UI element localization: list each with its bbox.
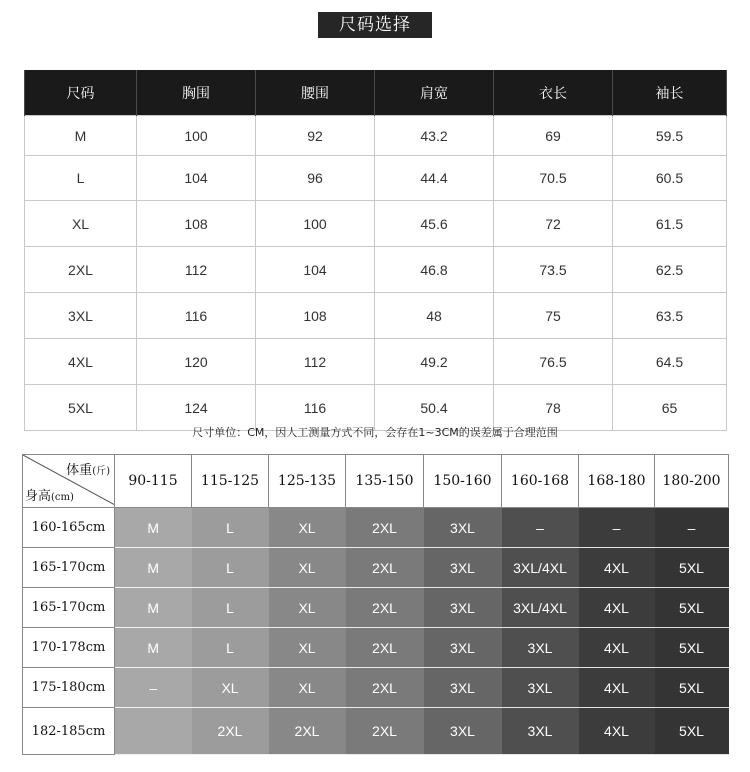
- size-cell: 5XL: [25, 385, 137, 431]
- recommended-size-cell: 3XL: [424, 708, 502, 755]
- chart-row: [23, 508, 729, 548]
- size-cell: 43.2: [375, 116, 494, 156]
- recommended-size-cell: 3XL: [424, 548, 502, 588]
- size-cell: 69: [494, 116, 613, 156]
- chart-row: [23, 708, 729, 755]
- recommended-size-cell: XL: [269, 548, 346, 588]
- recommended-size-cell: XL: [269, 628, 346, 668]
- weight-column-header: 90-115: [115, 455, 192, 508]
- recommended-size-cell: 4XL: [579, 628, 655, 668]
- recommended-size-cell: 2XL: [346, 508, 424, 548]
- size-cell: 59.5: [613, 116, 727, 156]
- size-cell: 108: [256, 293, 375, 339]
- corner-cell: [23, 455, 115, 508]
- recommended-size-cell: XL: [269, 588, 346, 628]
- header-size: 尺码: [25, 70, 137, 116]
- recommended-size-cell: 5XL: [655, 668, 729, 708]
- weight-column-header: 135-150: [346, 455, 424, 508]
- recommended-size-cell: 3XL: [502, 668, 579, 708]
- recommended-size-cell: M: [115, 588, 192, 628]
- height-range-label: 170-178cm: [23, 628, 115, 668]
- recommended-size-cell: 4XL: [579, 668, 655, 708]
- size-cell: 50.4: [375, 385, 494, 431]
- size-cell: 2XL: [25, 247, 137, 293]
- size-cell: 104: [137, 156, 256, 201]
- size-cell: L: [25, 156, 137, 201]
- weight-column-header: 168-180: [579, 455, 655, 508]
- recommended-size-cell: 2XL: [192, 708, 269, 755]
- size-cell: 75: [494, 293, 613, 339]
- size-cell: 60.5: [613, 156, 727, 201]
- size-cell: 100: [137, 116, 256, 156]
- recommended-size-cell: 4XL: [579, 548, 655, 588]
- size-measurement-table: [24, 70, 727, 431]
- size-cell: 100: [256, 201, 375, 247]
- recommended-size-cell: 5XL: [655, 548, 729, 588]
- recommended-size-cell: 2XL: [346, 628, 424, 668]
- size-cell: 4XL: [25, 339, 137, 385]
- size-row: [25, 156, 727, 201]
- size-cell: 62.5: [613, 247, 727, 293]
- header-sleeve: 袖长: [613, 70, 727, 116]
- recommended-size-cell: L: [192, 588, 269, 628]
- weight-column-header: 150-160: [424, 455, 502, 508]
- recommended-size-cell: M: [115, 508, 192, 548]
- recommended-size-cell: M: [115, 628, 192, 668]
- size-row: [25, 201, 727, 247]
- recommended-size-cell: –: [655, 508, 729, 548]
- size-cell: 116: [256, 385, 375, 431]
- recommended-size-cell: M: [115, 548, 192, 588]
- recommended-size-cell: 2XL: [346, 548, 424, 588]
- recommended-size-cell: 2XL: [269, 708, 346, 755]
- chart-row: [23, 548, 729, 588]
- chart-row: [23, 628, 729, 668]
- recommended-size-cell: 3XL: [502, 628, 579, 668]
- size-row: [25, 339, 727, 385]
- recommended-size-cell: –: [115, 668, 192, 708]
- size-cell: 48: [375, 293, 494, 339]
- recommended-size-cell: 3XL: [424, 508, 502, 548]
- size-row: [25, 247, 727, 293]
- size-cell: 73.5: [494, 247, 613, 293]
- height-range-label: 165-170cm: [23, 588, 115, 628]
- size-recommendation-chart: [22, 454, 729, 755]
- chart-row: [23, 588, 729, 628]
- size-cell: 44.4: [375, 156, 494, 201]
- header-shoulder: 肩宽: [375, 70, 494, 116]
- recommended-size-cell: XL: [192, 668, 269, 708]
- size-cell: M: [25, 116, 137, 156]
- size-cell: 63.5: [613, 293, 727, 339]
- measurement-note: 尺寸单位：CM，因人工测量方式不同，会存在1~3CM的误差属于合理范围: [192, 426, 558, 439]
- recommended-size-cell: L: [192, 628, 269, 668]
- weight-column-header: 125-135: [269, 455, 346, 508]
- header-chest: 胸围: [137, 70, 256, 116]
- corner-weight-label: [66, 459, 110, 478]
- size-table-header-row: [25, 70, 727, 116]
- recommended-size-cell: XL: [269, 508, 346, 548]
- recommended-size-cell: 4XL: [579, 588, 655, 628]
- height-range-label: 165-170cm: [23, 548, 115, 588]
- recommended-size-cell: 5XL: [655, 628, 729, 668]
- size-cell: 70.5: [494, 156, 613, 201]
- size-cell: 76.5: [494, 339, 613, 385]
- height-text: 身高: [25, 489, 52, 504]
- recommended-size-cell: 2XL: [346, 588, 424, 628]
- size-row: [25, 116, 727, 156]
- size-cell: 3XL: [25, 293, 137, 339]
- recommended-size-cell: 3XL/4XL: [502, 548, 579, 588]
- recommended-size-cell: 3XL: [424, 668, 502, 708]
- chart-header-row: [23, 455, 729, 508]
- recommended-size-cell: 2XL: [346, 708, 424, 755]
- recommended-size-cell: 5XL: [655, 708, 729, 755]
- size-cell: 61.5: [613, 201, 727, 247]
- size-row: [25, 293, 727, 339]
- size-cell: 108: [137, 201, 256, 247]
- recommended-size-cell: 3XL/4XL: [502, 588, 579, 628]
- size-cell: XL: [25, 201, 137, 247]
- recommended-size-cell: 5XL: [655, 588, 729, 628]
- size-cell: 72: [494, 201, 613, 247]
- size-cell: 49.2: [375, 339, 494, 385]
- height-unit: (cm): [51, 492, 74, 503]
- weight-column-header: 115-125: [192, 455, 269, 508]
- recommended-size-cell: 3XL: [424, 588, 502, 628]
- page-title: 尺码选择: [318, 12, 432, 38]
- recommended-size-cell: 4XL: [579, 708, 655, 755]
- weight-column-header: 160-168: [502, 455, 579, 508]
- size-cell: 124: [137, 385, 256, 431]
- recommended-size-cell: 3XL: [424, 628, 502, 668]
- recommended-size-cell: –: [579, 508, 655, 548]
- height-range-label: 160-165cm: [23, 508, 115, 548]
- size-cell: 112: [137, 247, 256, 293]
- recommended-size-cell: –: [502, 508, 579, 548]
- size-cell: 112: [256, 339, 375, 385]
- size-cell: 92: [256, 116, 375, 156]
- size-cell: 46.8: [375, 247, 494, 293]
- size-cell: 96: [256, 156, 375, 201]
- recommended-size-cell: L: [192, 508, 269, 548]
- size-cell: 65: [613, 385, 727, 431]
- corner-height-label: [25, 485, 74, 504]
- chart-row: [23, 668, 729, 708]
- size-cell: 45.6: [375, 201, 494, 247]
- recommended-size-cell: L: [192, 548, 269, 588]
- weight-column-header: 180-200: [655, 455, 729, 508]
- size-cell: 64.5: [613, 339, 727, 385]
- size-cell: 104: [256, 247, 375, 293]
- height-range-label: 182-185cm: [23, 708, 115, 755]
- height-range-label: 175-180cm: [23, 668, 115, 708]
- header-waist: 腰围: [256, 70, 375, 116]
- weight-unit: (斤): [92, 466, 110, 477]
- recommended-size-cell: [115, 708, 192, 755]
- size-cell: 78: [494, 385, 613, 431]
- size-cell: 120: [137, 339, 256, 385]
- header-length: 衣长: [494, 70, 613, 116]
- recommended-size-cell: 2XL: [346, 668, 424, 708]
- size-cell: 116: [137, 293, 256, 339]
- weight-text: 体重: [66, 463, 93, 478]
- recommended-size-cell: 3XL: [502, 708, 579, 755]
- recommended-size-cell: XL: [269, 668, 346, 708]
